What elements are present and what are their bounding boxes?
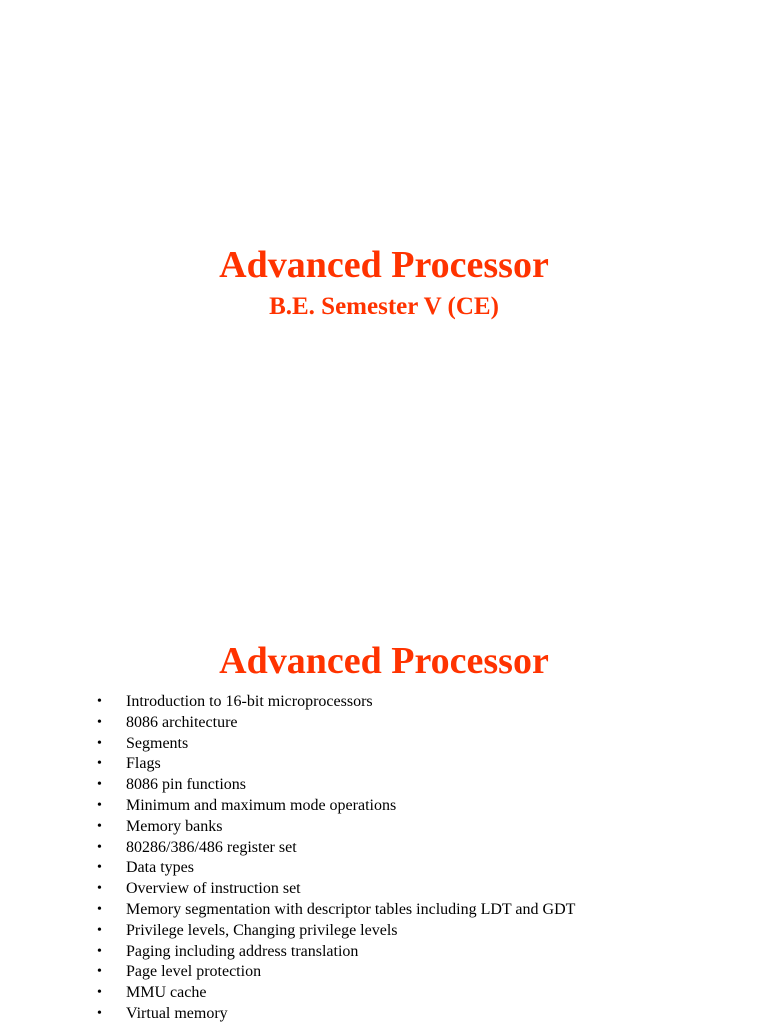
topic-text: 80286/386/486 register set	[126, 838, 297, 856]
topic-text: Overview of instruction set	[126, 880, 301, 898]
topic-text: Introduction to 16-bit microprocessors	[126, 693, 373, 710]
topic-list	[0, 692, 768, 1024]
topic-item	[0, 900, 768, 921]
bullet-icon: •	[97, 860, 102, 876]
topic-text: Segments	[126, 734, 189, 752]
topic-text: 8086 pin functions	[126, 776, 246, 794]
topic-item	[0, 962, 768, 983]
slide-2-title: Advanced Processor	[219, 640, 549, 682]
topic-text: Minimum and maximum mode operations	[126, 796, 397, 814]
bullet-icon: •	[97, 1005, 102, 1021]
bullet-icon: •	[97, 714, 102, 730]
bullet-icon: •	[97, 964, 102, 980]
topic-item	[0, 1004, 768, 1024]
bullet-icon: •	[97, 818, 102, 834]
topic-item	[0, 921, 768, 942]
slide-1-title: Advanced Processor	[219, 244, 549, 286]
bullet-icon: •	[97, 985, 102, 1001]
bullet-icon: •	[97, 777, 102, 793]
topic-text: Virtual memory	[126, 1004, 228, 1022]
topic-item	[0, 754, 768, 775]
topic-item	[0, 983, 768, 1004]
bullet-icon: •	[97, 756, 102, 772]
topic-item	[0, 817, 768, 838]
bullet-icon: •	[97, 922, 102, 938]
topic-text: Memory segmentation with descriptor tables including LDT and GDT	[126, 900, 576, 918]
topic-item	[0, 775, 768, 796]
topic-text: MMU cache	[126, 984, 207, 1002]
topic-item	[0, 858, 768, 879]
topic-item	[0, 838, 768, 859]
bullet-icon: •	[97, 943, 102, 959]
topic-item	[0, 713, 768, 734]
bullet-icon: •	[97, 735, 102, 751]
topic-item	[0, 942, 768, 963]
topic-text: Data types	[126, 859, 194, 877]
bullet-icon: •	[97, 839, 102, 855]
bullet-icon: •	[97, 881, 102, 897]
bullet-icon: •	[97, 797, 102, 813]
topic-text: Memory banks	[126, 817, 223, 835]
bullet-icon: •	[97, 901, 102, 917]
topic-text: Flags	[126, 755, 161, 773]
topic-text: 8086 architecture	[126, 713, 238, 731]
topic-item	[0, 734, 768, 755]
topic-text: Page level protection	[126, 963, 262, 981]
topic-item	[0, 796, 768, 817]
topic-item	[0, 879, 768, 900]
topic-item	[0, 692, 768, 713]
slide-1-subtitle: B.E. Semester V (CE)	[269, 293, 499, 320]
bullet-icon: •	[97, 694, 102, 709]
topic-text: Privilege levels, Changing privilege levels	[126, 921, 398, 939]
topic-text: Paging including address translation	[126, 942, 359, 960]
